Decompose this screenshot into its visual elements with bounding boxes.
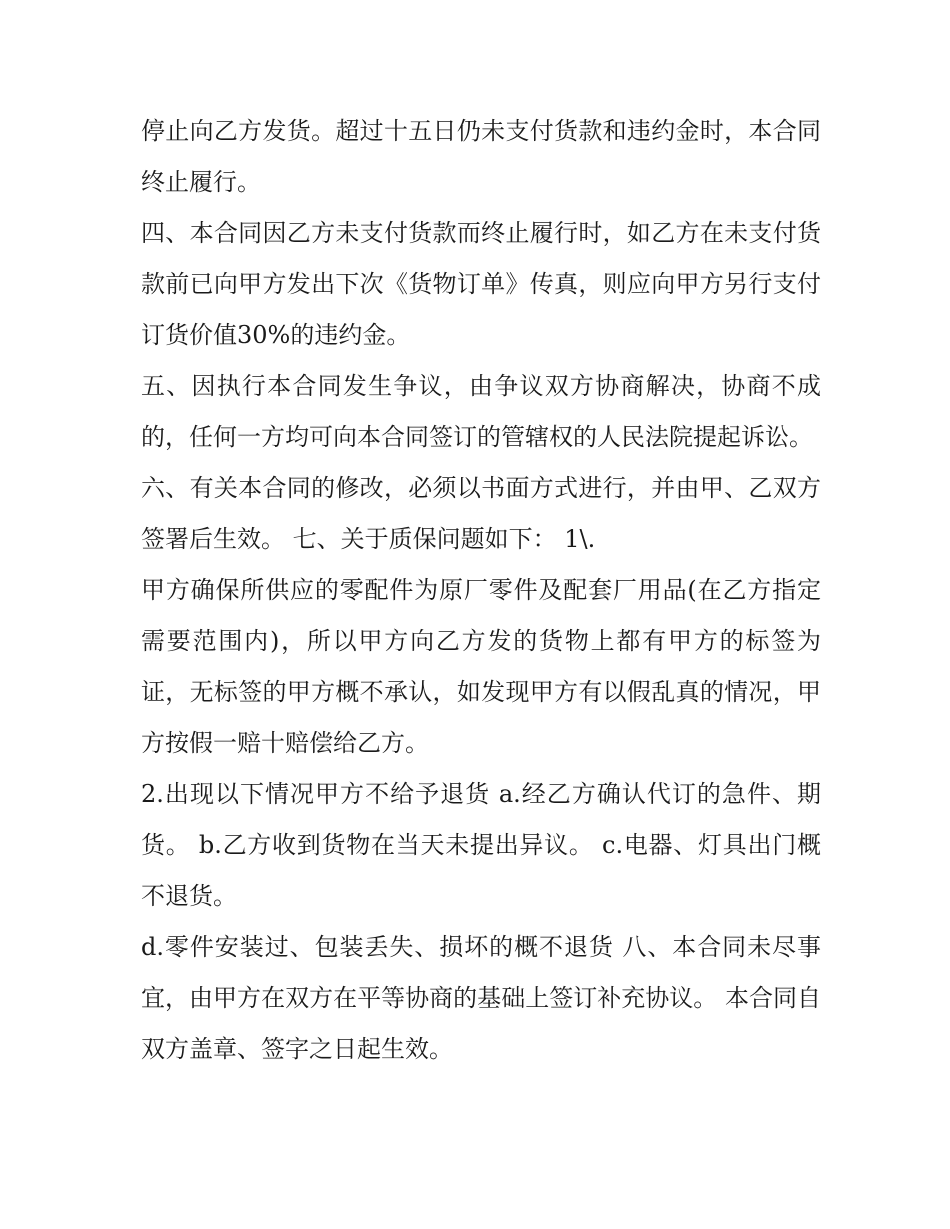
paragraph-stop-shipment: 停止向乙方发货。超过十五日仍未支付货款和违约金时，本合同终止履行。 [141, 117, 821, 196]
paragraph-clause-4: 四、本合同因乙方未支付货款而终止履行时，如乙方在未支付货款前已向甲方发出下次《货物订单》传真，则应向甲方另行支付订货价值30%的违约金。 [141, 219, 821, 349]
paragraph-clause-8: d.零件安装过、包装丢失、损坏的概不退货 八、本合同未尽事宜，由甲方在双方在平等协商的基础上签订补充协议。 本合同自双方盖章、签字之日起生效。 [141, 933, 821, 1063]
paragraph-clause-6-7: 六、有关本合同的修改，必须以书面方式进行，并由甲、乙双方签署后生效。 七、关于质保问题如下： 1\. [141, 474, 821, 553]
paragraph-clause-5: 五、因执行本合同发生争议，由争议双方协商解决，协商不成的，任何一方均可向本合同签订的管辖权的人民法院提起诉讼。 [141, 372, 821, 451]
document-body [141, 106, 821, 1075]
paragraph-no-return-cases: 2.出现以下情况甲方不给予退货 a.经乙方确认代订的急件、期货。 b.乙方收到货物在当天未提出异议。 c.电器、灯具出门概不退货。 [141, 780, 821, 910]
paragraph-quality-guarantee: 甲方确保所供应的零配件为原厂零件及配套厂用品(在乙方指定需要范围内)，所以甲方向乙方发的货物上都有甲方的标签为证，无标签的甲方概不承认，如发现甲方有以假乱真的情况，甲方按假一赔十赔偿给乙方。 [141, 576, 821, 757]
